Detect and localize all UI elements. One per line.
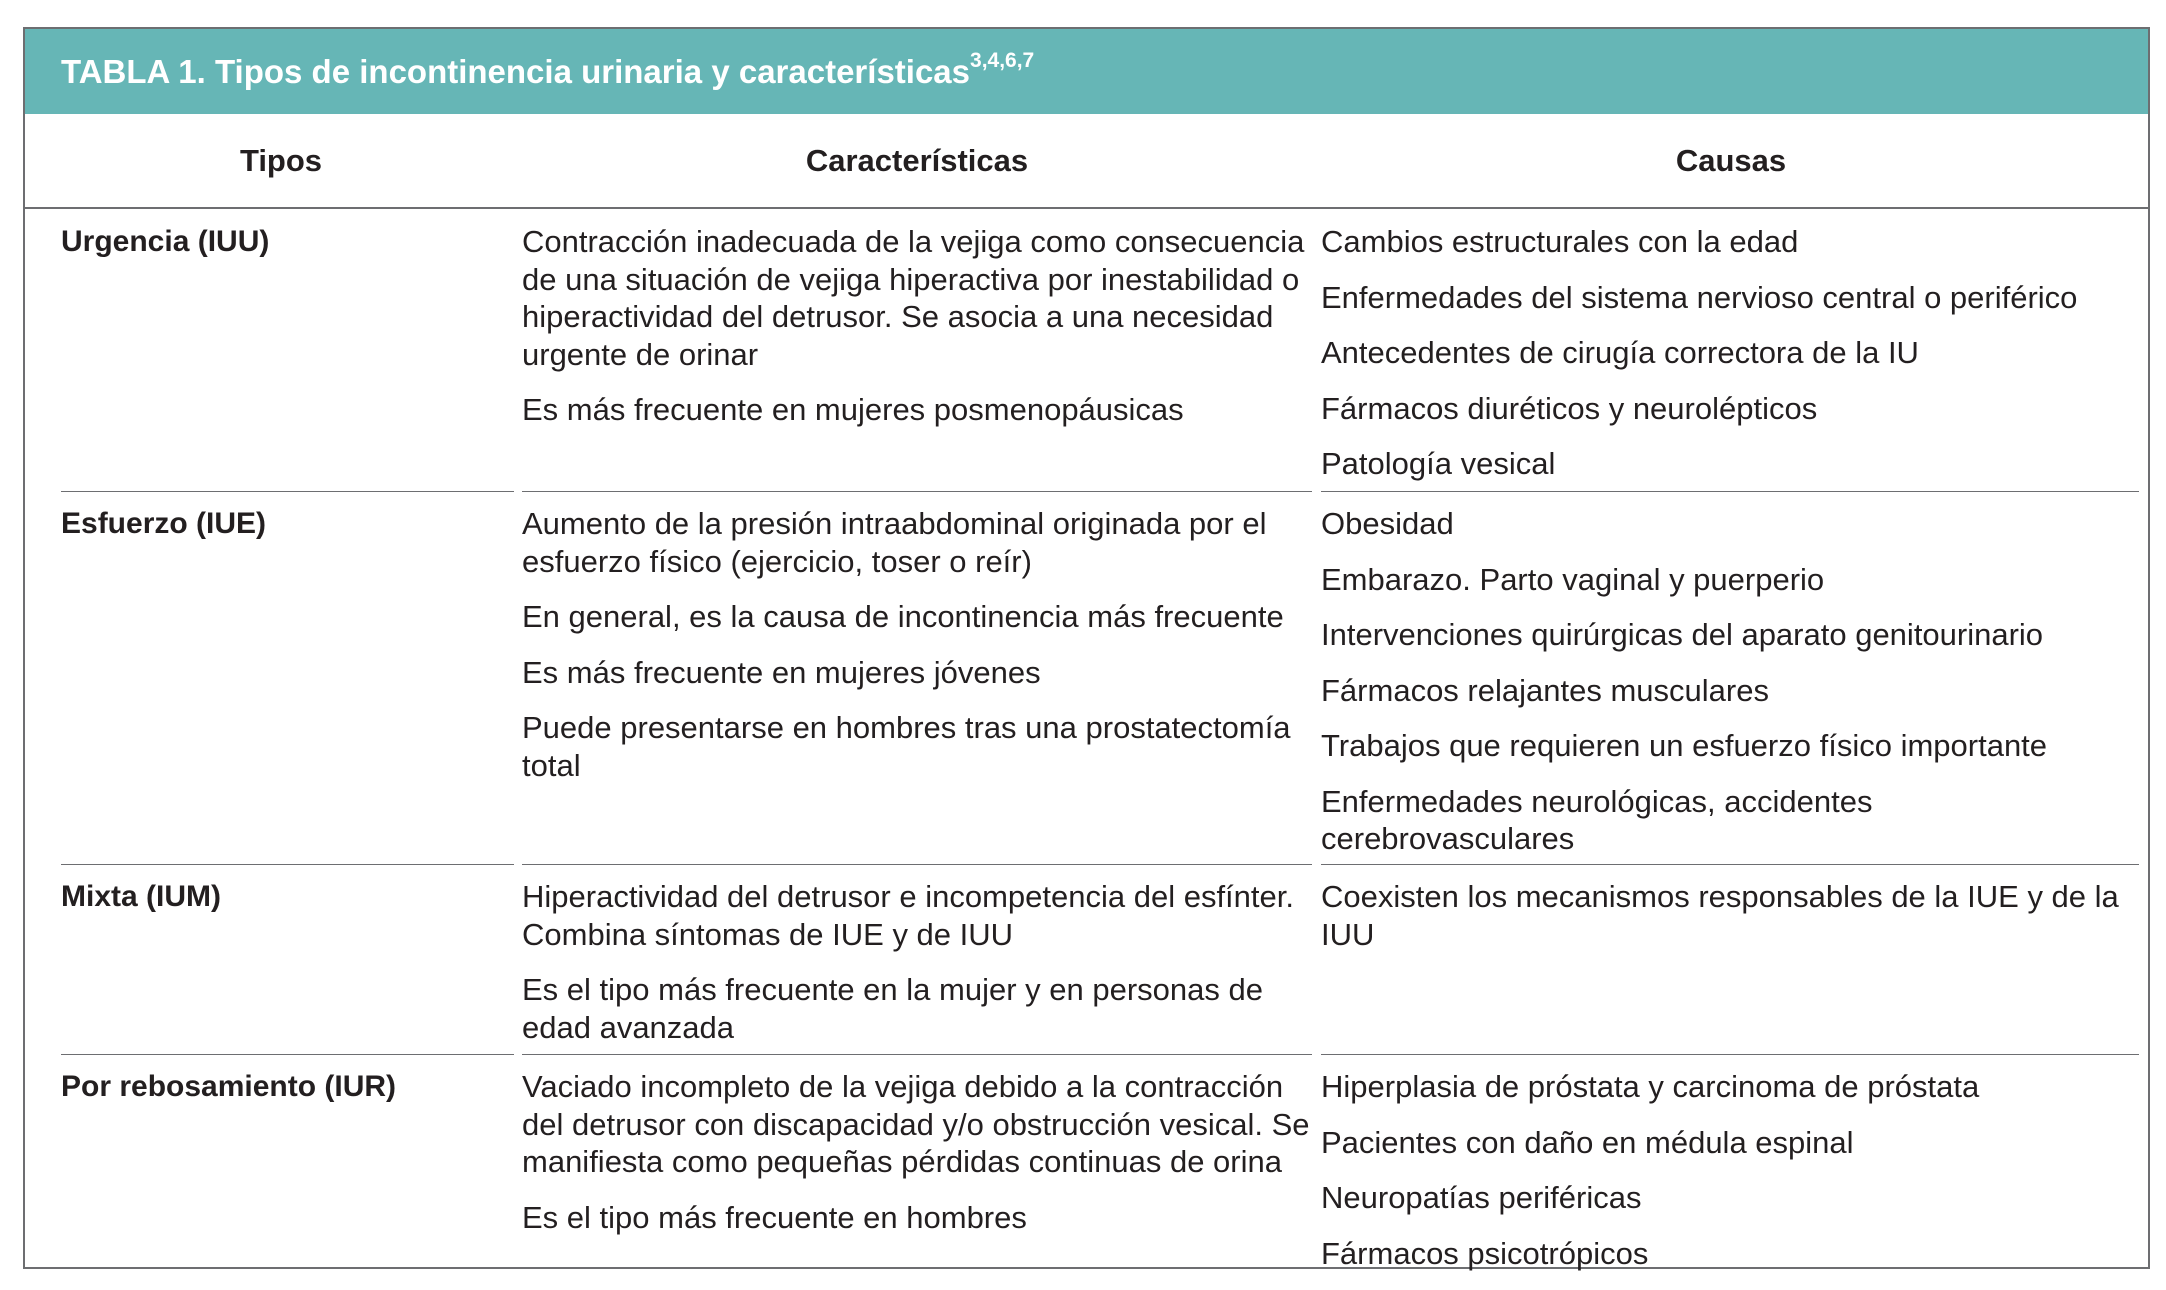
row-characteristics <box>522 878 1312 1064</box>
characteristic-item: Contracción inadecuada de la vejiga como consecuencia de una situación de vejiga hiperactiva por inestabilidad o hiperactividad del detrusor. Se asocia a una necesidad urgente de orinar <box>522 224 1305 372</box>
characteristic-item: Puede presentarse en hombres tras una prostatectomía total <box>522 710 1291 783</box>
row-causes <box>1321 1068 2141 1290</box>
row-type: Por rebosamiento (IUR) <box>61 1070 397 1103</box>
characteristic-item: Vaciado incompleto de la vejiga debido a la contracción del detrusor con discapacidad y/o obstrucción vesical. Se manifiesta como pequeñas pérdidas continuas de orina <box>522 1069 1310 1179</box>
row-characteristics <box>522 223 1312 447</box>
characteristic-item: Es más frecuente en mujeres jóvenes <box>522 654 1041 690</box>
title-references: 3,4,6,7 <box>970 49 1035 72</box>
cause-item: Embarazo. Parto vaginal y puerperio <box>1321 561 1825 597</box>
cause-item: Hiperplasia de próstata y carcinoma de próstata <box>1321 1069 1980 1104</box>
cause-item: Cambios estructurales con la edad <box>1321 224 1799 259</box>
row-characteristics <box>522 1068 1312 1254</box>
row-type: Mixta (IUM) <box>61 880 221 913</box>
row-characteristics <box>522 505 1312 802</box>
characteristic-item: Es el tipo más frecuente en hombres <box>522 1199 1027 1235</box>
cause-item: Patología vesical <box>1321 446 1556 481</box>
header-tipos: Tipos <box>239 143 323 178</box>
characteristic-item: En general, es la causa de incontinencia más frecuente <box>522 599 1284 634</box>
cause-item: Enfermedades neurológicas, accidentes cerebrovasculares <box>1321 783 1873 856</box>
characteristic-item: Es más frecuente en mujeres posmenopáusicas <box>522 392 1184 427</box>
cause-item: Fármacos diuréticos y neurolépticos <box>1321 390 1818 426</box>
table-frame <box>23 27 2150 1269</box>
cause-item: Trabajos que requieren un esfuerzo físico importante <box>1321 728 2048 763</box>
cause-item: Fármacos relajantes musculares <box>1321 672 1769 708</box>
cause-item: Obesidad <box>1321 506 1454 541</box>
row-type: Urgencia (IUU) <box>61 225 270 258</box>
cause-item: Antecedentes de cirugía correctora de la IU <box>1321 335 1919 370</box>
row-causes <box>1321 223 2141 501</box>
cause-item: Neuropatías periféricas <box>1321 1180 1642 1215</box>
table-row-urgencia <box>25 209 2148 491</box>
characteristic-item: Hiperactividad del detrusor e incompetencia del esfínter. Combina síntomas de IUE y de IUU <box>522 879 1294 952</box>
table-title <box>25 29 2148 114</box>
table-title-text: TABLA 1. Tipos de incontinencia urinaria y características <box>61 53 971 90</box>
cause-item: Fármacos psicotrópicos <box>1321 1235 1649 1271</box>
table-header-row <box>25 114 2148 209</box>
row-type: Esfuerzo (IUE) <box>61 507 267 540</box>
table-row-mixta <box>25 864 2148 1054</box>
cause-item: Pacientes con daño en médula espinal <box>1321 1124 1854 1160</box>
row-causes <box>1321 878 2141 971</box>
cause-item: Intervenciones quirúrgicas del aparato genitourinario <box>1321 617 2044 652</box>
row-causes <box>1321 505 2141 876</box>
table-row-rebosamiento <box>25 1054 2148 1271</box>
characteristic-item: Aumento de la presión intraabdominal originada por el esfuerzo físico (ejercicio, toser o reír) <box>522 506 1267 579</box>
table-row-esfuerzo <box>25 491 2148 864</box>
cause-item: Coexisten los mecanismos responsables de la IUE y de la IUU <box>1321 879 2119 952</box>
cause-item: Enfermedades del sistema nervioso central o periférico <box>1321 279 2078 315</box>
header-causas: Causas <box>1675 143 1787 178</box>
header-caracteristicas: Características <box>805 143 1029 178</box>
characteristic-item: Es el tipo más frecuente en la mujer y en personas de edad avanzada <box>522 972 1263 1045</box>
